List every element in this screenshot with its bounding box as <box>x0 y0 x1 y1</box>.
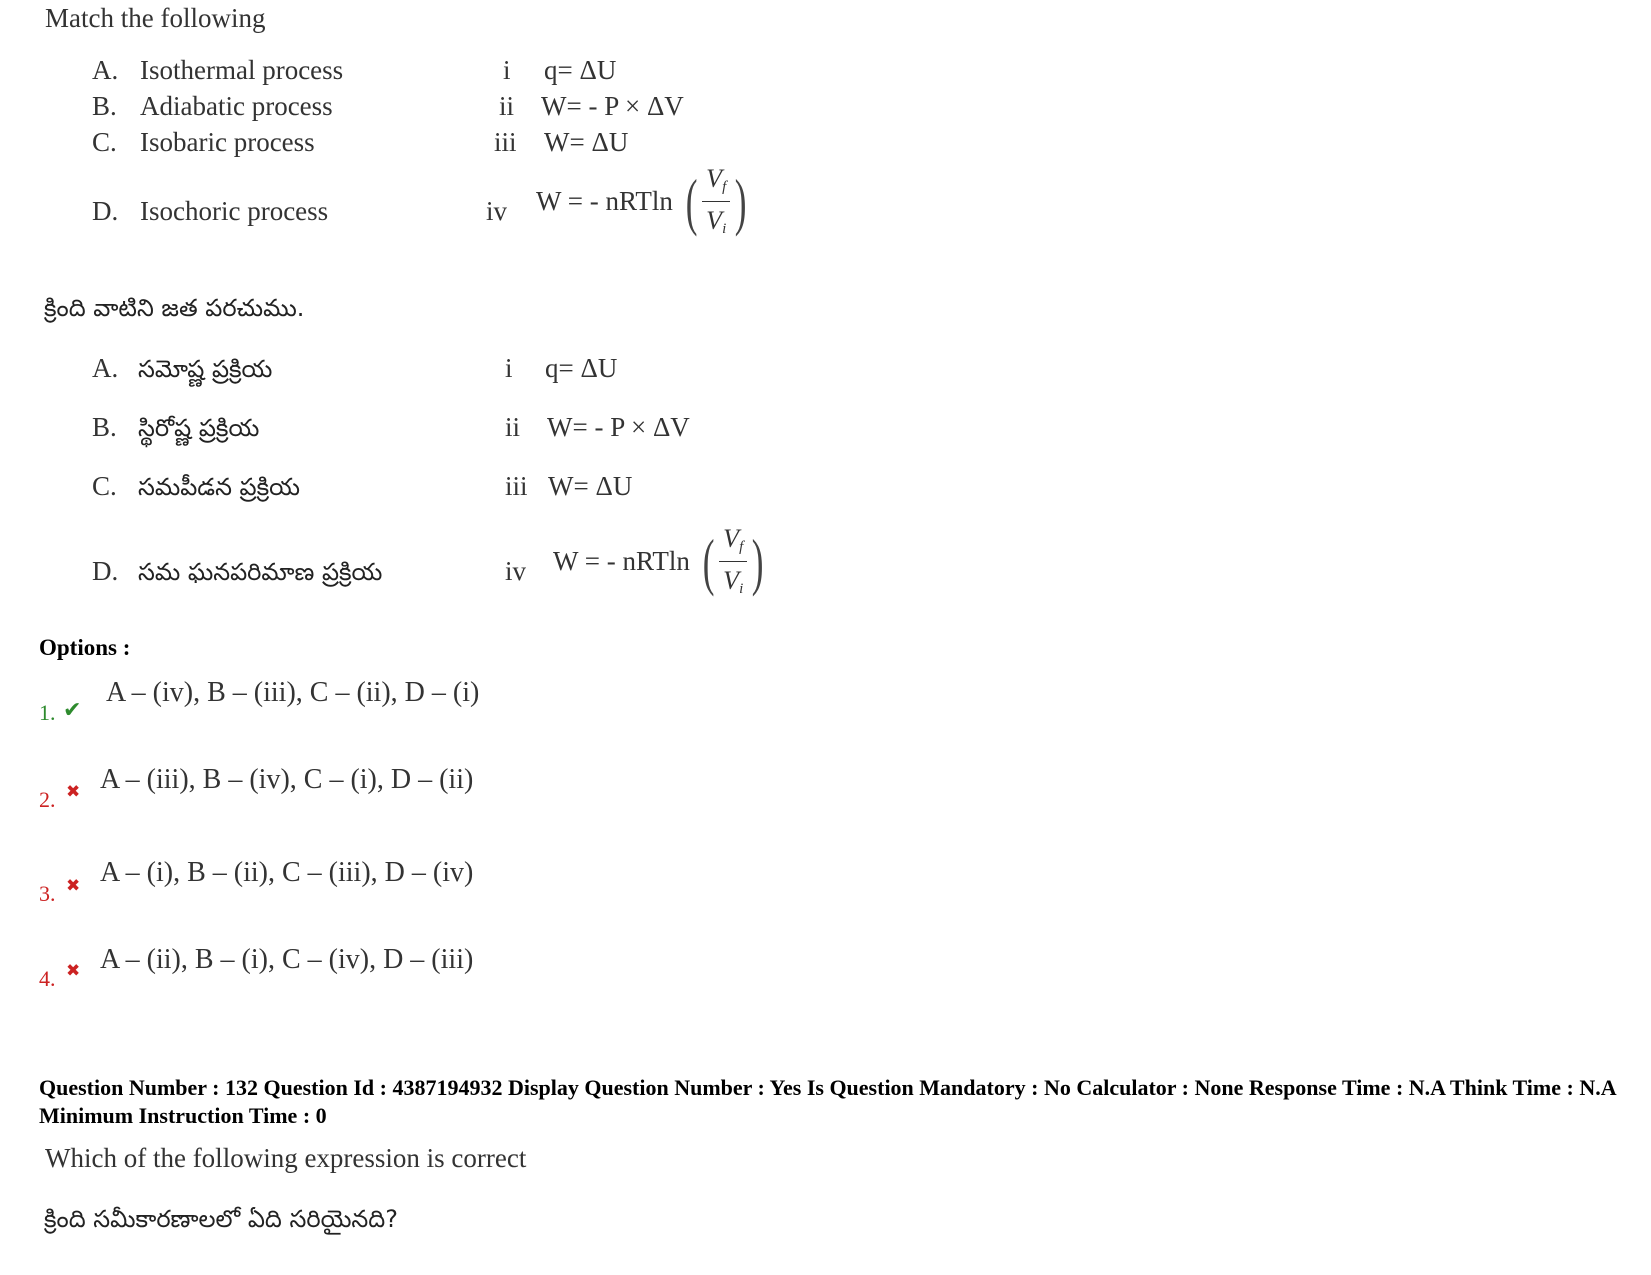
match-expression-fraction <box>553 526 769 597</box>
ratio-fraction: ( $\frac{V_f}{V_i}$ ) <box>702 524 764 597</box>
match-label: సమపీడన ప్రక్రియ <box>138 473 300 501</box>
match-roman: iii <box>505 471 528 501</box>
match-roman: ii <box>505 412 521 442</box>
match-expression: W= - P × ΔV <box>541 91 684 121</box>
match-expression: W= ΔU <box>544 127 629 157</box>
match-expression-fraction <box>536 166 752 237</box>
next-question-te: క్రింది సమీకారణాలలో ఏది సరియైనది? <box>44 1205 398 1233</box>
match-roman: iv <box>486 196 508 226</box>
next-question-en: Which of the following expression is correct <box>45 1143 527 1173</box>
question-meta: Question Number : 132 Question Id : 4387194932 Display Question Number : Yes Is Question Mandatory : No Calculator : None Response Time : N.A Think Time : N.A Minimum Instruction Time : 0 <box>39 1075 1616 1128</box>
match-letter: B. <box>92 91 117 121</box>
option-number: 2. <box>39 787 56 812</box>
ratio-fraction: ( $\frac{V_f}{V_i}$ ) <box>685 164 747 237</box>
match-expression: q= ΔU <box>544 55 617 85</box>
question-title-te: క్రింది వాటిని జత పరచుము. <box>44 294 305 322</box>
options-label: Options : <box>39 635 131 660</box>
option-text: A – (iv), B – (iii), C – (ii), D – (i) <box>106 677 480 708</box>
match-label: సమోష్ణ ప్రక్రియ <box>138 355 273 383</box>
check-icon: ✔ <box>63 697 82 722</box>
match-label: స్థిరోష్ణ ప్రక్రియ <box>138 414 260 442</box>
match-letter: B. <box>92 412 117 442</box>
cross-icon: ✖ <box>66 876 81 895</box>
option-number: 1. <box>39 700 56 725</box>
match-roman: iv <box>505 556 527 586</box>
match-roman: iii <box>494 127 517 157</box>
match-roman: ii <box>499 91 515 121</box>
match-letter: D. <box>92 556 119 586</box>
option-number: 3. <box>39 881 56 906</box>
option-text: A – (i), B – (ii), C – (iii), D – (iv) <box>100 857 474 888</box>
match-label: Adiabatic process <box>140 91 333 121</box>
option-text: A – (iii), B – (iv), C – (i), D – (ii) <box>100 764 474 795</box>
match-letter: A. <box>92 55 119 85</box>
match-expression: W= - P × ΔV <box>547 412 690 442</box>
match-letter: C. <box>92 127 117 157</box>
cross-icon: ✖ <box>66 961 81 980</box>
match-label: Isobaric process <box>140 127 315 157</box>
match-label: సమ ఘనపరిమాణ ప్రక్రియ <box>138 558 383 586</box>
expression-text: W = - nRTln <box>536 186 673 216</box>
match-letter: C. <box>92 471 117 501</box>
match-expression: q= ΔU <box>545 353 618 383</box>
match-letter: A. <box>92 353 119 383</box>
match-expression: W= ΔU <box>548 471 633 501</box>
match-roman: i <box>505 353 513 383</box>
option-number: 4. <box>39 966 56 991</box>
expression-text: W = - nRTln <box>553 546 690 576</box>
question-title-en: Match the following <box>45 3 266 33</box>
option-text: A – (ii), B – (i), C – (iv), D – (iii) <box>100 944 474 975</box>
match-label: Isochoric process <box>140 196 329 226</box>
match-label: Isothermal process <box>140 55 344 85</box>
match-letter: D. <box>92 196 119 226</box>
cross-icon: ✖ <box>66 782 81 801</box>
match-roman: i <box>503 55 511 85</box>
